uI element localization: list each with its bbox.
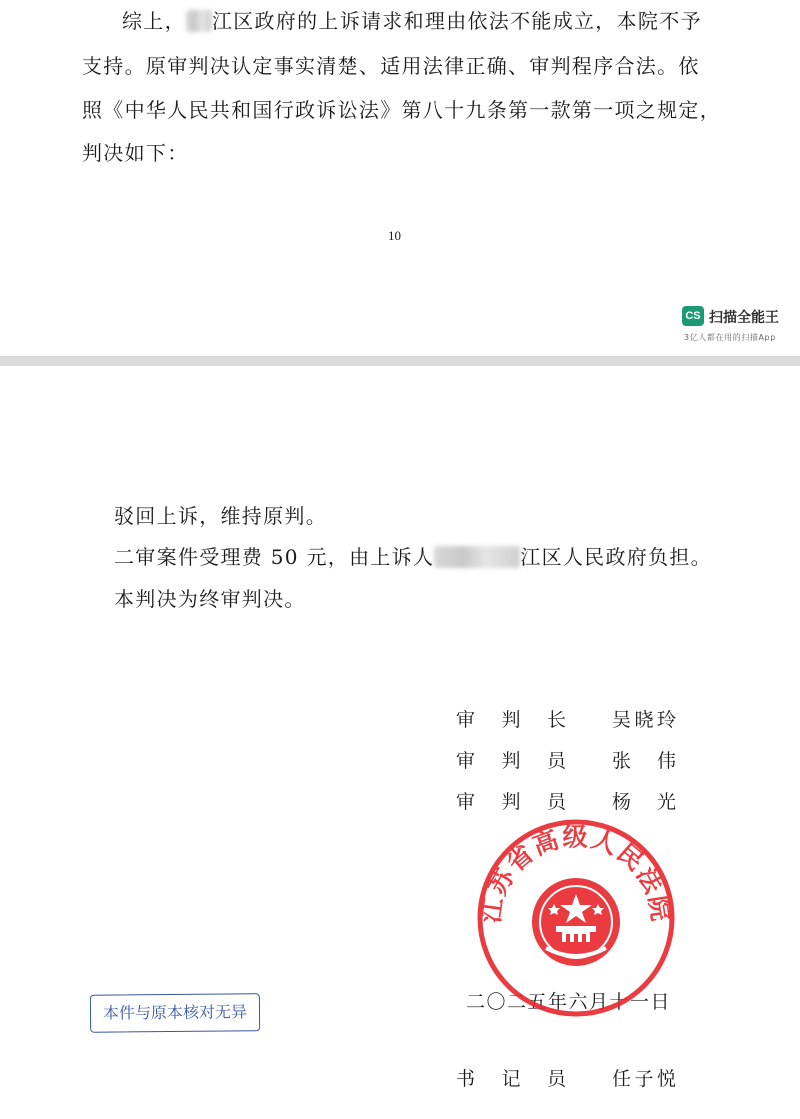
seal-text: 江苏省高级人民法院: [476, 822, 676, 925]
document-page-upper: [0, 0, 800, 357]
ruling-line-1: 驳回上诉，维持原判。: [114, 504, 327, 528]
signature-role-presiding-judge: 审 判 长: [456, 709, 566, 731]
paragraph-line-3: 照《中华人民共和国行政诉讼法》第八十九条第一款第一项之规定，: [82, 98, 721, 122]
signature-name-clerk: 任 子 悦: [612, 1068, 676, 1090]
ruling-text: 江区人民政府负担。: [520, 545, 712, 569]
paragraph-line-1: [122, 5, 702, 34]
paragraph-line-4: 判决如下：: [82, 141, 189, 165]
signature-name-presiding-judge: 吴 晓 玲: [612, 709, 676, 731]
redacted-text: [434, 546, 520, 568]
signature-role-judge-1: 审 判 员: [456, 750, 566, 772]
ruling-line-2: [114, 541, 712, 570]
paragraph-text: 综上，: [122, 9, 186, 33]
paragraph-line-2: 支持。原审判决认定事实清楚、适用法律正确、审判程序合法。依: [82, 54, 700, 78]
certification-stamp: 本件与原本核对无异: [90, 993, 260, 1032]
signature-name-judge-1: 张 伟: [612, 750, 676, 772]
page-number: 10: [388, 228, 401, 243]
signature-name-judge-2: 杨 光: [612, 791, 676, 813]
scanner-watermark: [682, 306, 792, 346]
ruling-text: 二审案件受理费 50 元，由上诉人: [114, 545, 435, 569]
paragraph-text: 江区政府的上诉请求和理由依法不能成立，本院不予: [211, 9, 702, 33]
signature-role-clerk: 书 记 员: [456, 1068, 566, 1090]
signature-role-judge-2: 审 判 员: [456, 791, 566, 813]
national-emblem-icon: [532, 878, 620, 966]
judgment-date: 二〇二五年六月十一日: [466, 991, 672, 1013]
court-seal: [476, 818, 676, 1018]
redacted-text: [186, 10, 212, 32]
scanner-slogan: 3亿人都在用的扫描App: [684, 333, 776, 342]
ruling-line-3: 本判决为终审判决。: [114, 587, 306, 611]
page-divider: [0, 357, 800, 366]
scanner-app-name: 扫描全能王: [709, 310, 779, 326]
camscanner-logo-icon: CS: [682, 306, 704, 326]
